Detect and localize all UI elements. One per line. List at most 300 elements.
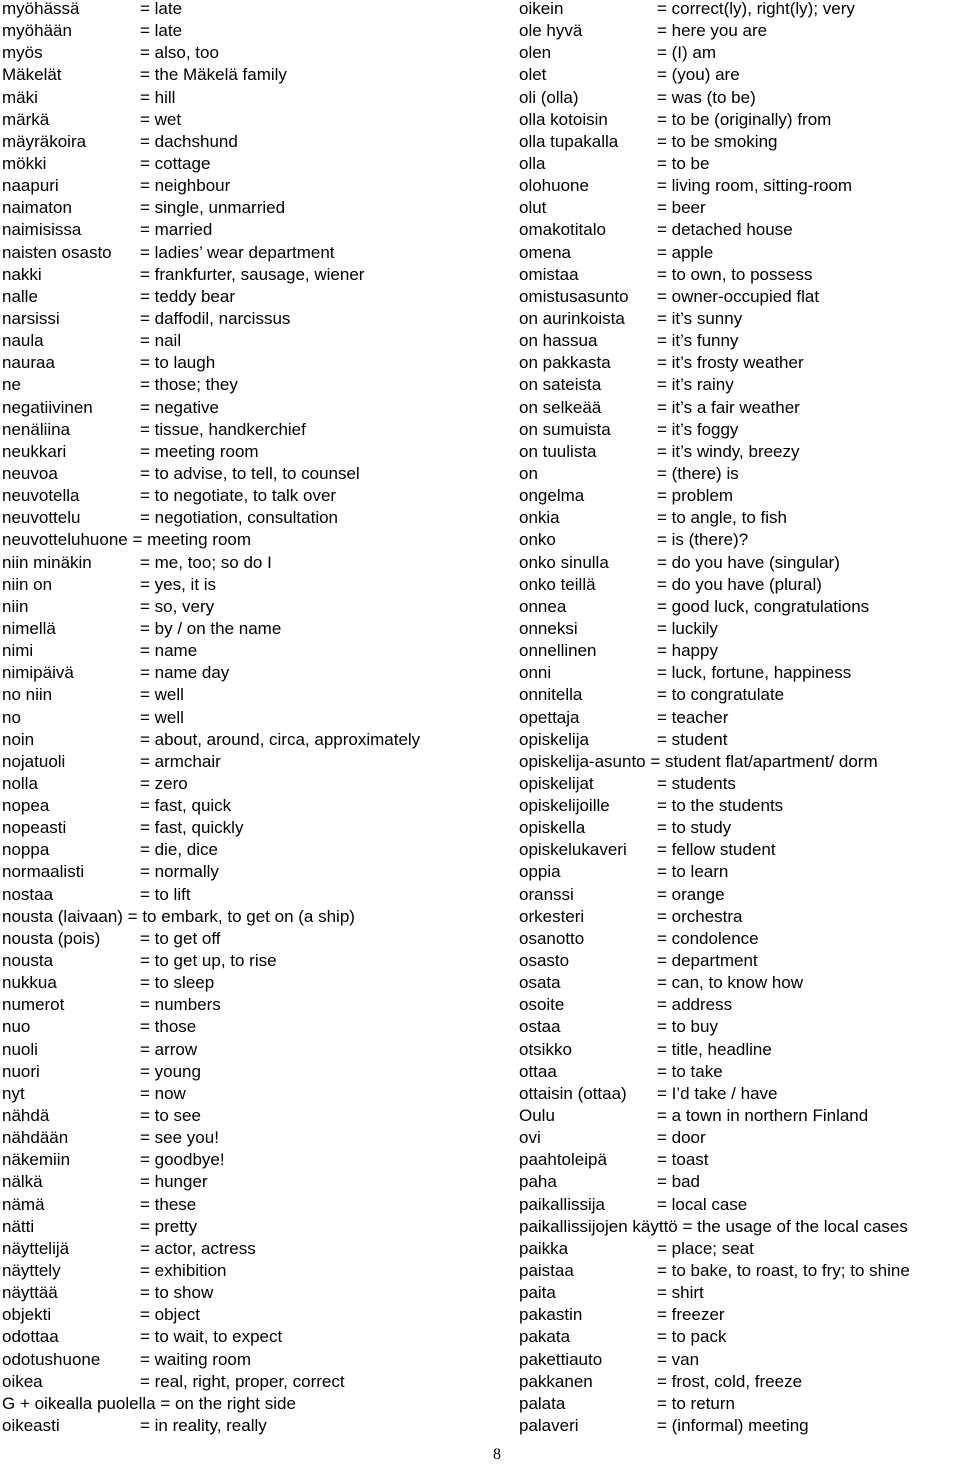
entry-definition: = to be smoking bbox=[657, 131, 778, 151]
glossary-entry bbox=[519, 487, 960, 509]
entry-term: niin on bbox=[2, 574, 53, 594]
entry-definition: = name bbox=[140, 641, 198, 661]
entry-definition: = detached house bbox=[657, 220, 793, 240]
entry-term: mökki bbox=[2, 153, 47, 173]
glossary-entry bbox=[519, 1306, 960, 1328]
entry-term: onko bbox=[519, 530, 556, 550]
entry-term: onnellinen bbox=[519, 641, 597, 661]
entry-term: onneksi bbox=[519, 618, 578, 638]
entry-term: osanotto bbox=[519, 928, 585, 948]
entry-term: opiskelijoille bbox=[519, 796, 610, 816]
entry-definition: = teacher bbox=[657, 707, 729, 727]
entry-term: olla kotoisin bbox=[519, 109, 608, 129]
entry-definition: = to get up, to rise bbox=[140, 951, 277, 971]
glossary-entry bbox=[2, 1107, 502, 1129]
entry-definition: = negative bbox=[140, 397, 219, 417]
glossary-entry bbox=[2, 554, 502, 576]
entry-term: nolla bbox=[2, 773, 38, 793]
entry-definition: = young bbox=[140, 1061, 201, 1081]
entry-term: omakotitalo bbox=[519, 220, 606, 240]
entry-term: nimipäivä bbox=[2, 663, 74, 683]
entry-definition: = fellow student bbox=[657, 840, 776, 860]
entry-definition: = door bbox=[657, 1128, 706, 1148]
entry-definition: = arrow bbox=[140, 1039, 198, 1059]
entry-term: negatiivinen bbox=[2, 397, 93, 417]
entry-term: nuo bbox=[2, 1017, 31, 1037]
entry-definition: = the Mäkelä family bbox=[140, 65, 287, 85]
entry-definition: = do you have (plural) bbox=[657, 574, 822, 594]
entry-definition: = these bbox=[140, 1194, 197, 1214]
glossary-entry bbox=[519, 1373, 960, 1395]
glossary-entry bbox=[2, 44, 502, 66]
entry-term: on pakkasta bbox=[519, 353, 611, 373]
glossary-entry bbox=[519, 1417, 960, 1439]
entry-definition: = fast, quickly bbox=[140, 818, 244, 838]
glossary-entry bbox=[2, 509, 502, 531]
entry-term: opiskelukaveri bbox=[519, 840, 627, 860]
entry-definition: = to the students bbox=[657, 796, 784, 816]
entry-term: mäki bbox=[2, 87, 38, 107]
glossary-entry bbox=[519, 155, 960, 177]
glossary-entry bbox=[519, 1018, 960, 1040]
glossary-entry bbox=[519, 1041, 960, 1063]
entry-term: no bbox=[2, 707, 21, 727]
entry-definition: = to angle, to fish bbox=[657, 508, 787, 528]
entry-line: paikallissijojen käyttö = the usage of the local cases bbox=[519, 1216, 908, 1236]
glossary-entry bbox=[2, 686, 502, 708]
entry-term: ongelma bbox=[519, 486, 585, 506]
entry-term: nauraa bbox=[2, 353, 55, 373]
entry-definition: = department bbox=[657, 951, 758, 971]
entry-term: paita bbox=[519, 1283, 556, 1303]
glossary-entry bbox=[519, 376, 960, 398]
entry-definition: = students bbox=[657, 773, 736, 793]
entry-definition: = yes, it is bbox=[140, 574, 217, 594]
entry-line: G + oikealla puolella = on the right side bbox=[2, 1393, 296, 1413]
entry-definition: = now bbox=[140, 1083, 186, 1103]
glossary-entry bbox=[519, 1351, 960, 1373]
glossary-entry bbox=[2, 930, 502, 952]
entry-definition: = dachshund bbox=[140, 131, 238, 151]
entry-definition: = it’s a fair weather bbox=[657, 397, 800, 417]
entry-definition: = (I) am bbox=[657, 43, 717, 63]
entry-definition: = numbers bbox=[140, 995, 221, 1015]
glossary-entry bbox=[2, 576, 502, 598]
entry-term: nämä bbox=[2, 1194, 45, 1214]
entry-definition: = normally bbox=[140, 862, 219, 882]
glossary-entry bbox=[2, 1085, 502, 1107]
entry-term: neukkari bbox=[2, 441, 67, 461]
entry-term: oikea bbox=[2, 1371, 43, 1391]
glossary-entry bbox=[2, 89, 502, 111]
entry-term: odottaa bbox=[2, 1327, 59, 1347]
entry-definition: = neighbour bbox=[140, 176, 231, 196]
glossary-entry bbox=[2, 199, 502, 221]
entry-term: oikein bbox=[519, 0, 564, 18]
entry-term: nostaa bbox=[2, 884, 54, 904]
entry-definition: = was (to be) bbox=[657, 87, 756, 107]
entry-term: naula bbox=[2, 331, 44, 351]
entry-definition: = here you are bbox=[657, 21, 768, 41]
entry-definition: = do you have (singular) bbox=[657, 552, 840, 572]
entry-term: orkesteri bbox=[519, 906, 585, 926]
entry-term: nakki bbox=[2, 264, 42, 284]
entry-definition: = negotiation, consultation bbox=[140, 508, 339, 528]
entry-definition: = can, to know how bbox=[657, 973, 804, 993]
entry-line: neuvotteluhuone = meeting room bbox=[2, 530, 252, 550]
entry-term: Oulu bbox=[519, 1106, 555, 1126]
entry-definition: = (you) are bbox=[657, 65, 740, 85]
entry-definition: = living room, sitting-room bbox=[657, 176, 853, 196]
glossary-entry bbox=[2, 376, 502, 398]
entry-definition: = to be bbox=[657, 153, 710, 173]
entry-term: paistaa bbox=[519, 1261, 574, 1281]
entry-term: onnea bbox=[519, 596, 567, 616]
entry-term: näyttää bbox=[2, 1283, 58, 1303]
glossary-entry bbox=[2, 1151, 502, 1173]
glossary-entry bbox=[519, 1107, 960, 1129]
glossary-entry bbox=[519, 1395, 960, 1417]
entry-definition: = ladies’ wear department bbox=[140, 242, 335, 262]
entry-term: myöhässä bbox=[2, 0, 80, 18]
entry-definition: = married bbox=[140, 220, 213, 240]
glossary-entry bbox=[519, 44, 960, 66]
entry-term: on aurinkoista bbox=[519, 308, 625, 328]
entry-definition: = name day bbox=[140, 663, 230, 683]
entry-term: on bbox=[519, 463, 538, 483]
entry-definition: = happy bbox=[657, 641, 718, 661]
entry-definition: = (there) is bbox=[657, 463, 739, 483]
entry-term: onko sinulla bbox=[519, 552, 609, 572]
entry-term: näkemiin bbox=[2, 1150, 71, 1170]
entry-definition: = those bbox=[140, 1017, 197, 1037]
glossary-entry bbox=[2, 244, 502, 266]
glossary-entry bbox=[2, 487, 502, 509]
glossary-entry bbox=[519, 89, 960, 111]
entry-definition: = also, too bbox=[140, 43, 219, 63]
entry-definition: = goodbye! bbox=[140, 1150, 225, 1170]
entry-definition: = to study bbox=[657, 818, 732, 838]
entry-term: neuvottelu bbox=[2, 508, 81, 528]
entry-term: Mäkelät bbox=[2, 65, 62, 85]
glossary-entry bbox=[2, 443, 502, 465]
entry-term: nähdään bbox=[2, 1128, 69, 1148]
glossary-entry bbox=[2, 1328, 502, 1350]
glossary-entry bbox=[2, 354, 502, 376]
glossary-entry bbox=[519, 1218, 960, 1240]
entry-term: oikeasti bbox=[2, 1416, 60, 1435]
glossary-entry bbox=[519, 1328, 960, 1350]
entry-term: onnitella bbox=[519, 685, 583, 705]
entry-definition: = exhibition bbox=[140, 1261, 227, 1281]
entry-term: on hassua bbox=[519, 331, 598, 351]
glossary-entry bbox=[2, 1373, 502, 1395]
entry-term: nälkä bbox=[2, 1172, 43, 1192]
glossary-entry bbox=[519, 1284, 960, 1306]
glossary-entry bbox=[519, 775, 960, 797]
entry-definition: = by / on the name bbox=[140, 618, 282, 638]
glossary-entry bbox=[2, 598, 502, 620]
glossary-entry bbox=[2, 221, 502, 243]
entry-definition: = owner-occupied flat bbox=[657, 286, 820, 306]
entry-term: nimellä bbox=[2, 618, 56, 638]
entry-term: myös bbox=[2, 43, 43, 63]
glossary-entry bbox=[519, 1129, 960, 1151]
entry-term: ne bbox=[2, 375, 21, 395]
glossary-entry bbox=[519, 22, 960, 44]
entry-term: nalle bbox=[2, 286, 38, 306]
entry-term: nopea bbox=[2, 796, 50, 816]
glossary-entry bbox=[519, 1262, 960, 1284]
entry-definition: = it’s windy, breezy bbox=[657, 441, 800, 461]
entry-term: paikka bbox=[519, 1238, 569, 1258]
glossary-entry bbox=[519, 1063, 960, 1085]
entry-definition: = to take bbox=[657, 1061, 723, 1081]
entry-definition: = address bbox=[657, 995, 733, 1015]
entry-definition: = apple bbox=[657, 242, 714, 262]
glossary-entry bbox=[519, 266, 960, 288]
entry-term: onkia bbox=[519, 508, 560, 528]
entry-definition: = correct(ly), right(ly); very bbox=[657, 0, 855, 18]
entry-term: olohuone bbox=[519, 176, 589, 196]
glossary-entry bbox=[2, 177, 502, 199]
entry-line: nousta (laivaan) = to embark, to get on (a ship) bbox=[2, 906, 355, 926]
glossary-left-column bbox=[2, 0, 502, 1439]
entry-term: naimisissa bbox=[2, 220, 82, 240]
glossary-entry bbox=[2, 531, 502, 553]
entry-definition: = to see bbox=[140, 1106, 201, 1126]
entry-term: nyt bbox=[2, 1083, 25, 1103]
entry-term: nousta bbox=[2, 951, 54, 971]
entry-definition: = luck, fortune, happiness bbox=[657, 663, 852, 683]
glossary-entry bbox=[519, 1085, 960, 1107]
entry-definition: = it’s foggy bbox=[657, 419, 739, 439]
glossary-entry bbox=[519, 133, 960, 155]
glossary-entry bbox=[2, 1417, 502, 1439]
glossary-entry bbox=[519, 310, 960, 332]
entry-term: objekti bbox=[2, 1305, 52, 1325]
glossary-entry bbox=[2, 266, 502, 288]
entry-term: opiskelija bbox=[519, 729, 589, 749]
glossary-entry bbox=[519, 221, 960, 243]
entry-term: omistaa bbox=[519, 264, 579, 284]
glossary-entry bbox=[2, 1240, 502, 1262]
glossary-entry bbox=[519, 598, 960, 620]
entry-term: opettaja bbox=[519, 707, 580, 727]
entry-definition: = to wait, to expect bbox=[140, 1327, 283, 1347]
entry-term: naapuri bbox=[2, 176, 59, 196]
glossary-entry bbox=[519, 1151, 960, 1173]
entry-definition: = teddy bear bbox=[140, 286, 235, 306]
entry-definition: = to bake, to roast, to fry; to shine bbox=[657, 1261, 910, 1281]
entry-definition: = luckily bbox=[657, 618, 718, 638]
entry-term: naimaton bbox=[2, 198, 72, 218]
entry-term: normaalisti bbox=[2, 862, 85, 882]
entry-term: opiskella bbox=[519, 818, 586, 838]
entry-term: olut bbox=[519, 198, 547, 218]
glossary-entry bbox=[519, 642, 960, 664]
entry-term: nenäliina bbox=[2, 419, 71, 439]
glossary-entry bbox=[519, 465, 960, 487]
entry-definition: = to buy bbox=[657, 1017, 718, 1037]
entry-definition: = toast bbox=[657, 1150, 709, 1170]
entry-definition: = nail bbox=[140, 331, 182, 351]
glossary-entry bbox=[2, 642, 502, 664]
entry-definition: = see you! bbox=[140, 1128, 219, 1148]
entry-definition: = tissue, handkerchief bbox=[140, 419, 306, 439]
glossary-entry bbox=[2, 709, 502, 731]
entry-term: pakata bbox=[519, 1327, 571, 1347]
glossary-entry bbox=[519, 531, 960, 553]
glossary-entry bbox=[2, 886, 502, 908]
entry-term: märkä bbox=[2, 109, 50, 129]
entry-definition: = me, too; so do I bbox=[140, 552, 272, 572]
entry-definition: = to pack bbox=[657, 1327, 727, 1347]
glossary-entry bbox=[2, 620, 502, 642]
entry-term: paahtoleipä bbox=[519, 1150, 607, 1170]
entry-term: narsissi bbox=[2, 308, 60, 328]
entry-definition: = it’s frosty weather bbox=[657, 353, 804, 373]
entry-term: palaveri bbox=[519, 1416, 579, 1435]
page-number: 8 bbox=[493, 1446, 501, 1463]
entry-term: nuoli bbox=[2, 1039, 38, 1059]
entry-term: palata bbox=[519, 1393, 566, 1413]
entry-term: on sumuista bbox=[519, 419, 611, 439]
glossary-entry bbox=[519, 421, 960, 443]
entry-term: nätti bbox=[2, 1216, 35, 1236]
entry-definition: = (informal) meeting bbox=[657, 1416, 809, 1435]
glossary-entry bbox=[519, 841, 960, 863]
entry-term: olla bbox=[519, 153, 546, 173]
glossary-entry bbox=[2, 731, 502, 753]
glossary-entry bbox=[2, 111, 502, 133]
entry-definition: = hill bbox=[140, 87, 176, 107]
glossary-entry bbox=[2, 1129, 502, 1151]
glossary-entry bbox=[2, 819, 502, 841]
entry-definition: = to advise, to tell, to counsel bbox=[140, 463, 360, 483]
entry-term: oranssi bbox=[519, 884, 574, 904]
glossary-entry bbox=[2, 908, 502, 930]
entry-definition: = frost, cold, freeze bbox=[657, 1371, 803, 1391]
entry-definition: = daffodil, narcissus bbox=[140, 308, 291, 328]
glossary-entry bbox=[2, 996, 502, 1018]
glossary-entry bbox=[2, 863, 502, 885]
entry-definition: = to get off bbox=[140, 928, 221, 948]
entry-term: ovi bbox=[519, 1128, 541, 1148]
glossary-entry bbox=[2, 841, 502, 863]
entry-term: on selkeää bbox=[519, 397, 602, 417]
entry-definition: = object bbox=[140, 1305, 201, 1325]
entry-term: no niin bbox=[2, 685, 53, 705]
entry-term: niin bbox=[2, 596, 29, 616]
entry-definition: = meeting room bbox=[140, 441, 259, 461]
entry-term: olla tupakalla bbox=[519, 131, 619, 151]
entry-line: opiskelija-asunto = student flat/apartment/ dorm bbox=[519, 751, 878, 771]
entry-definition: = shirt bbox=[657, 1283, 704, 1303]
entry-definition: = late bbox=[140, 0, 183, 18]
entry-term: paikallissija bbox=[519, 1194, 605, 1214]
glossary-right-column bbox=[519, 0, 960, 1439]
glossary-entry bbox=[2, 664, 502, 686]
entry-term: niin minäkin bbox=[2, 552, 92, 572]
entry-term: osoite bbox=[519, 995, 565, 1015]
entry-definition: = pretty bbox=[140, 1216, 198, 1236]
glossary-entry bbox=[2, 155, 502, 177]
entry-term: nuori bbox=[2, 1061, 40, 1081]
glossary-entry bbox=[519, 753, 960, 775]
entry-definition: = to negotiate, to talk over bbox=[140, 486, 337, 506]
entry-definition: = armchair bbox=[140, 751, 221, 771]
glossary-entry bbox=[2, 288, 502, 310]
glossary-entry bbox=[519, 576, 960, 598]
entry-term: olen bbox=[519, 43, 552, 63]
entry-term: neuvotella bbox=[2, 486, 80, 506]
entry-term: pakastin bbox=[519, 1305, 583, 1325]
glossary-entry bbox=[519, 731, 960, 753]
glossary-entry bbox=[519, 288, 960, 310]
entry-term: numerot bbox=[2, 995, 65, 1015]
entry-definition: = to lift bbox=[140, 884, 191, 904]
entry-definition: = to congratulate bbox=[657, 685, 785, 705]
entry-term: ole hyvä bbox=[519, 21, 583, 41]
glossary-entry bbox=[2, 1262, 502, 1284]
entry-term: omistusasunto bbox=[519, 286, 629, 306]
entry-definition: = good luck, congratulations bbox=[657, 596, 870, 616]
glossary-entry bbox=[2, 775, 502, 797]
entry-term: nopeasti bbox=[2, 818, 67, 838]
entry-term: ostaa bbox=[519, 1017, 561, 1037]
glossary-entry bbox=[519, 908, 960, 930]
glossary-entry bbox=[2, 1306, 502, 1328]
entry-definition: = to show bbox=[140, 1283, 214, 1303]
entry-definition: = orange bbox=[657, 884, 725, 904]
glossary-entry bbox=[2, 399, 502, 421]
entry-term: paha bbox=[519, 1172, 557, 1192]
entry-definition: = title, headline bbox=[657, 1039, 772, 1059]
entry-definition: = it’s sunny bbox=[657, 308, 743, 328]
glossary-entry bbox=[519, 111, 960, 133]
glossary-entry bbox=[519, 996, 960, 1018]
glossary-entry bbox=[519, 199, 960, 221]
entry-term: onko teillä bbox=[519, 574, 596, 594]
glossary-entry bbox=[2, 974, 502, 996]
entry-definition: = van bbox=[657, 1349, 700, 1369]
entry-definition: = student bbox=[657, 729, 728, 749]
glossary-entry bbox=[2, 133, 502, 155]
entry-definition: = single, unmarried bbox=[140, 198, 286, 218]
entry-term: noppa bbox=[2, 840, 50, 860]
glossary-entry bbox=[519, 354, 960, 376]
glossary-entry bbox=[519, 686, 960, 708]
entry-term: onni bbox=[519, 663, 552, 683]
glossary-entry bbox=[519, 797, 960, 819]
entry-definition: = bad bbox=[657, 1172, 701, 1192]
glossary-entry bbox=[519, 177, 960, 199]
glossary-entry bbox=[2, 1284, 502, 1306]
glossary-entry bbox=[2, 1218, 502, 1240]
entry-term: opiskelijat bbox=[519, 773, 594, 793]
glossary-entry bbox=[519, 0, 960, 22]
entry-definition: = to own, to possess bbox=[657, 264, 813, 284]
entry-definition: = those; they bbox=[140, 375, 238, 395]
entry-definition: = is (there)? bbox=[657, 530, 749, 550]
glossary-entry bbox=[519, 974, 960, 996]
entry-term: neuvoa bbox=[2, 463, 58, 483]
entry-definition: = place; seat bbox=[657, 1238, 754, 1258]
glossary-entry bbox=[2, 465, 502, 487]
glossary-entry bbox=[2, 421, 502, 443]
glossary-entry bbox=[2, 1196, 502, 1218]
